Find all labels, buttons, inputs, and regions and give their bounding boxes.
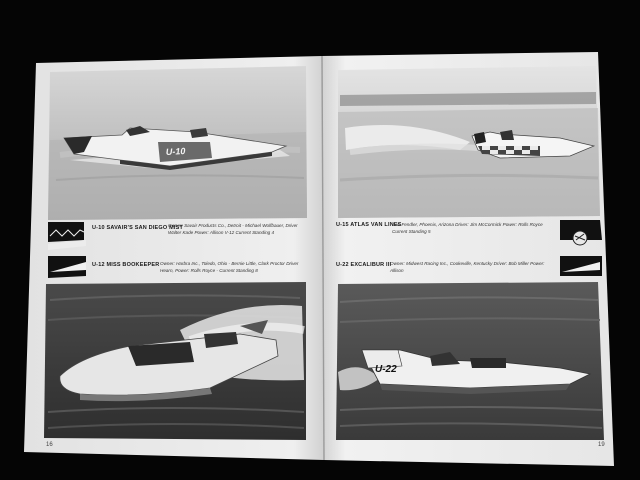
boat-number-u10: U-10 [165, 145, 186, 157]
caption-title-u22: U-22 EXCALIBUR III [336, 262, 392, 268]
page-number-right: 19 [598, 442, 605, 448]
caption-title-u12: U-12 MISS BOOKEEPER [92, 262, 160, 268]
photo-u15 [338, 66, 600, 218]
caption-body-u22-line2: Allison [390, 268, 404, 273]
caption-title-u10: U-10 SAVAIR'S SAN DIEGO MIST [92, 225, 184, 231]
caption-body-u15-line2: Current Standing 5 [392, 229, 431, 234]
caption-title-u15: U-15 ATLAS VAN LINES [336, 222, 402, 228]
caption-band-right-bottom [560, 256, 602, 276]
caption-body-u22-line1: Owner: Midwest Racing Inc., Cookeville, Kentucky Driver: Bob Miller Power: [390, 261, 545, 266]
page-number-left: 16 [46, 442, 53, 448]
boat-number-u22: U-22 [375, 364, 397, 375]
caption-body-u10-line2: Walter Kade Power: Allison V-12 Current Standing 4 [168, 230, 275, 235]
caption-band-left-bottom [48, 256, 86, 278]
photo-u10 [48, 66, 307, 220]
caption-body-u10-line1: Owner: Savair Products Co., Detroit - Michael Wolfbauer, Driver [168, 223, 298, 228]
photo-u22 [336, 282, 604, 440]
caption-body-u12-line2: Hearn, Power: Rolls Royce - Current Standing 8 [160, 268, 258, 273]
caption-band-left-top [48, 222, 86, 250]
photo-u12 [44, 282, 306, 440]
caption-body-u15-line1: Bob Fendler, Phoenix, Arizona Driver: Jim McCormick Power: Rolls Royce [392, 222, 543, 227]
caption-body-u12-line1: Owner: Harbra Inc., Toledo, Ohio - Bernie Little, Clark Proctor Driver [160, 261, 299, 266]
